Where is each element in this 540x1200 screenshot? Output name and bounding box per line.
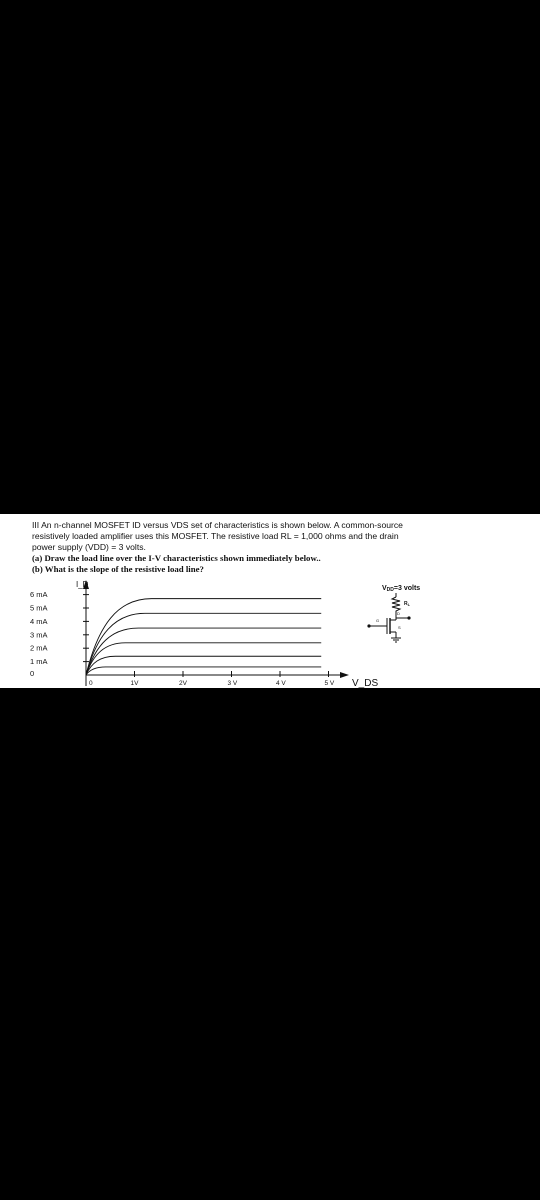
d-label: D xyxy=(397,611,400,616)
y-ticks xyxy=(30,590,89,678)
rl-sub: L xyxy=(407,602,411,607)
part-b-text: (b) What is the slope of the resistive load line? xyxy=(32,564,204,574)
x-tick-label: 2V xyxy=(179,680,187,687)
iv-curves xyxy=(86,599,321,675)
y-tick-label: 4 mA xyxy=(30,616,48,626)
problem-line-2: resistively loaded amplifier uses this MOSFET. The resistive load RL = 1,000 ohms and the drain xyxy=(32,531,399,541)
y-tick-label: 6 mA xyxy=(30,590,48,600)
iv-curve-4 xyxy=(86,643,321,675)
iv-curve-3 xyxy=(86,628,321,675)
vdd-label xyxy=(382,585,420,593)
y-tick-label: 2 mA xyxy=(30,643,48,653)
rl-r: R xyxy=(404,601,408,607)
problem-line-3: power supply (VDD) = 3 volts. xyxy=(32,542,146,552)
gate-node xyxy=(367,624,370,627)
x-tick-label: 0 xyxy=(89,680,93,687)
y-axis-label-text: I_D xyxy=(76,580,89,589)
x-tick-label: 1V xyxy=(130,680,139,687)
output-node xyxy=(407,616,410,619)
y-tick-label: 3 mA xyxy=(30,630,48,640)
x-axis-label xyxy=(352,678,378,688)
iv-curve-5 xyxy=(86,656,321,675)
x-axis-arrow xyxy=(340,672,349,678)
rl-label xyxy=(404,601,411,607)
y-tick-label: 5 mA xyxy=(30,603,48,613)
x-tick-label: 3 V xyxy=(227,680,238,687)
vdd-v: V xyxy=(382,585,387,592)
vdd-sub: DD xyxy=(386,587,394,593)
iv-curve-6 xyxy=(86,667,321,675)
y-tick-label: 1 mA xyxy=(30,657,48,667)
circuit-schematic xyxy=(367,585,420,642)
problem-card xyxy=(0,514,540,688)
s-label: S xyxy=(398,625,401,630)
iv-curve-1 xyxy=(86,599,321,675)
x-ticks xyxy=(89,671,335,687)
x-axis-label-text: V_DS xyxy=(352,678,379,688)
y-tick-label: 0 xyxy=(30,669,35,678)
x-tick-label: 4 V xyxy=(276,680,286,687)
y-axis-label xyxy=(76,580,89,589)
iv-curve-2 xyxy=(86,613,321,675)
part-a-text: (a) Draw the load line over the I-V characteristics shown immediately below.. xyxy=(32,553,321,563)
x-tick-label: 5 V xyxy=(324,680,335,687)
g-label: G xyxy=(376,618,380,623)
iv-characteristics-figure xyxy=(0,514,540,688)
problem-line-1: III An n-channel MOSFET ID versus VDS set of characteristics is shown below. A common-source xyxy=(32,520,403,530)
vdd-value: =3 volts xyxy=(393,585,421,592)
